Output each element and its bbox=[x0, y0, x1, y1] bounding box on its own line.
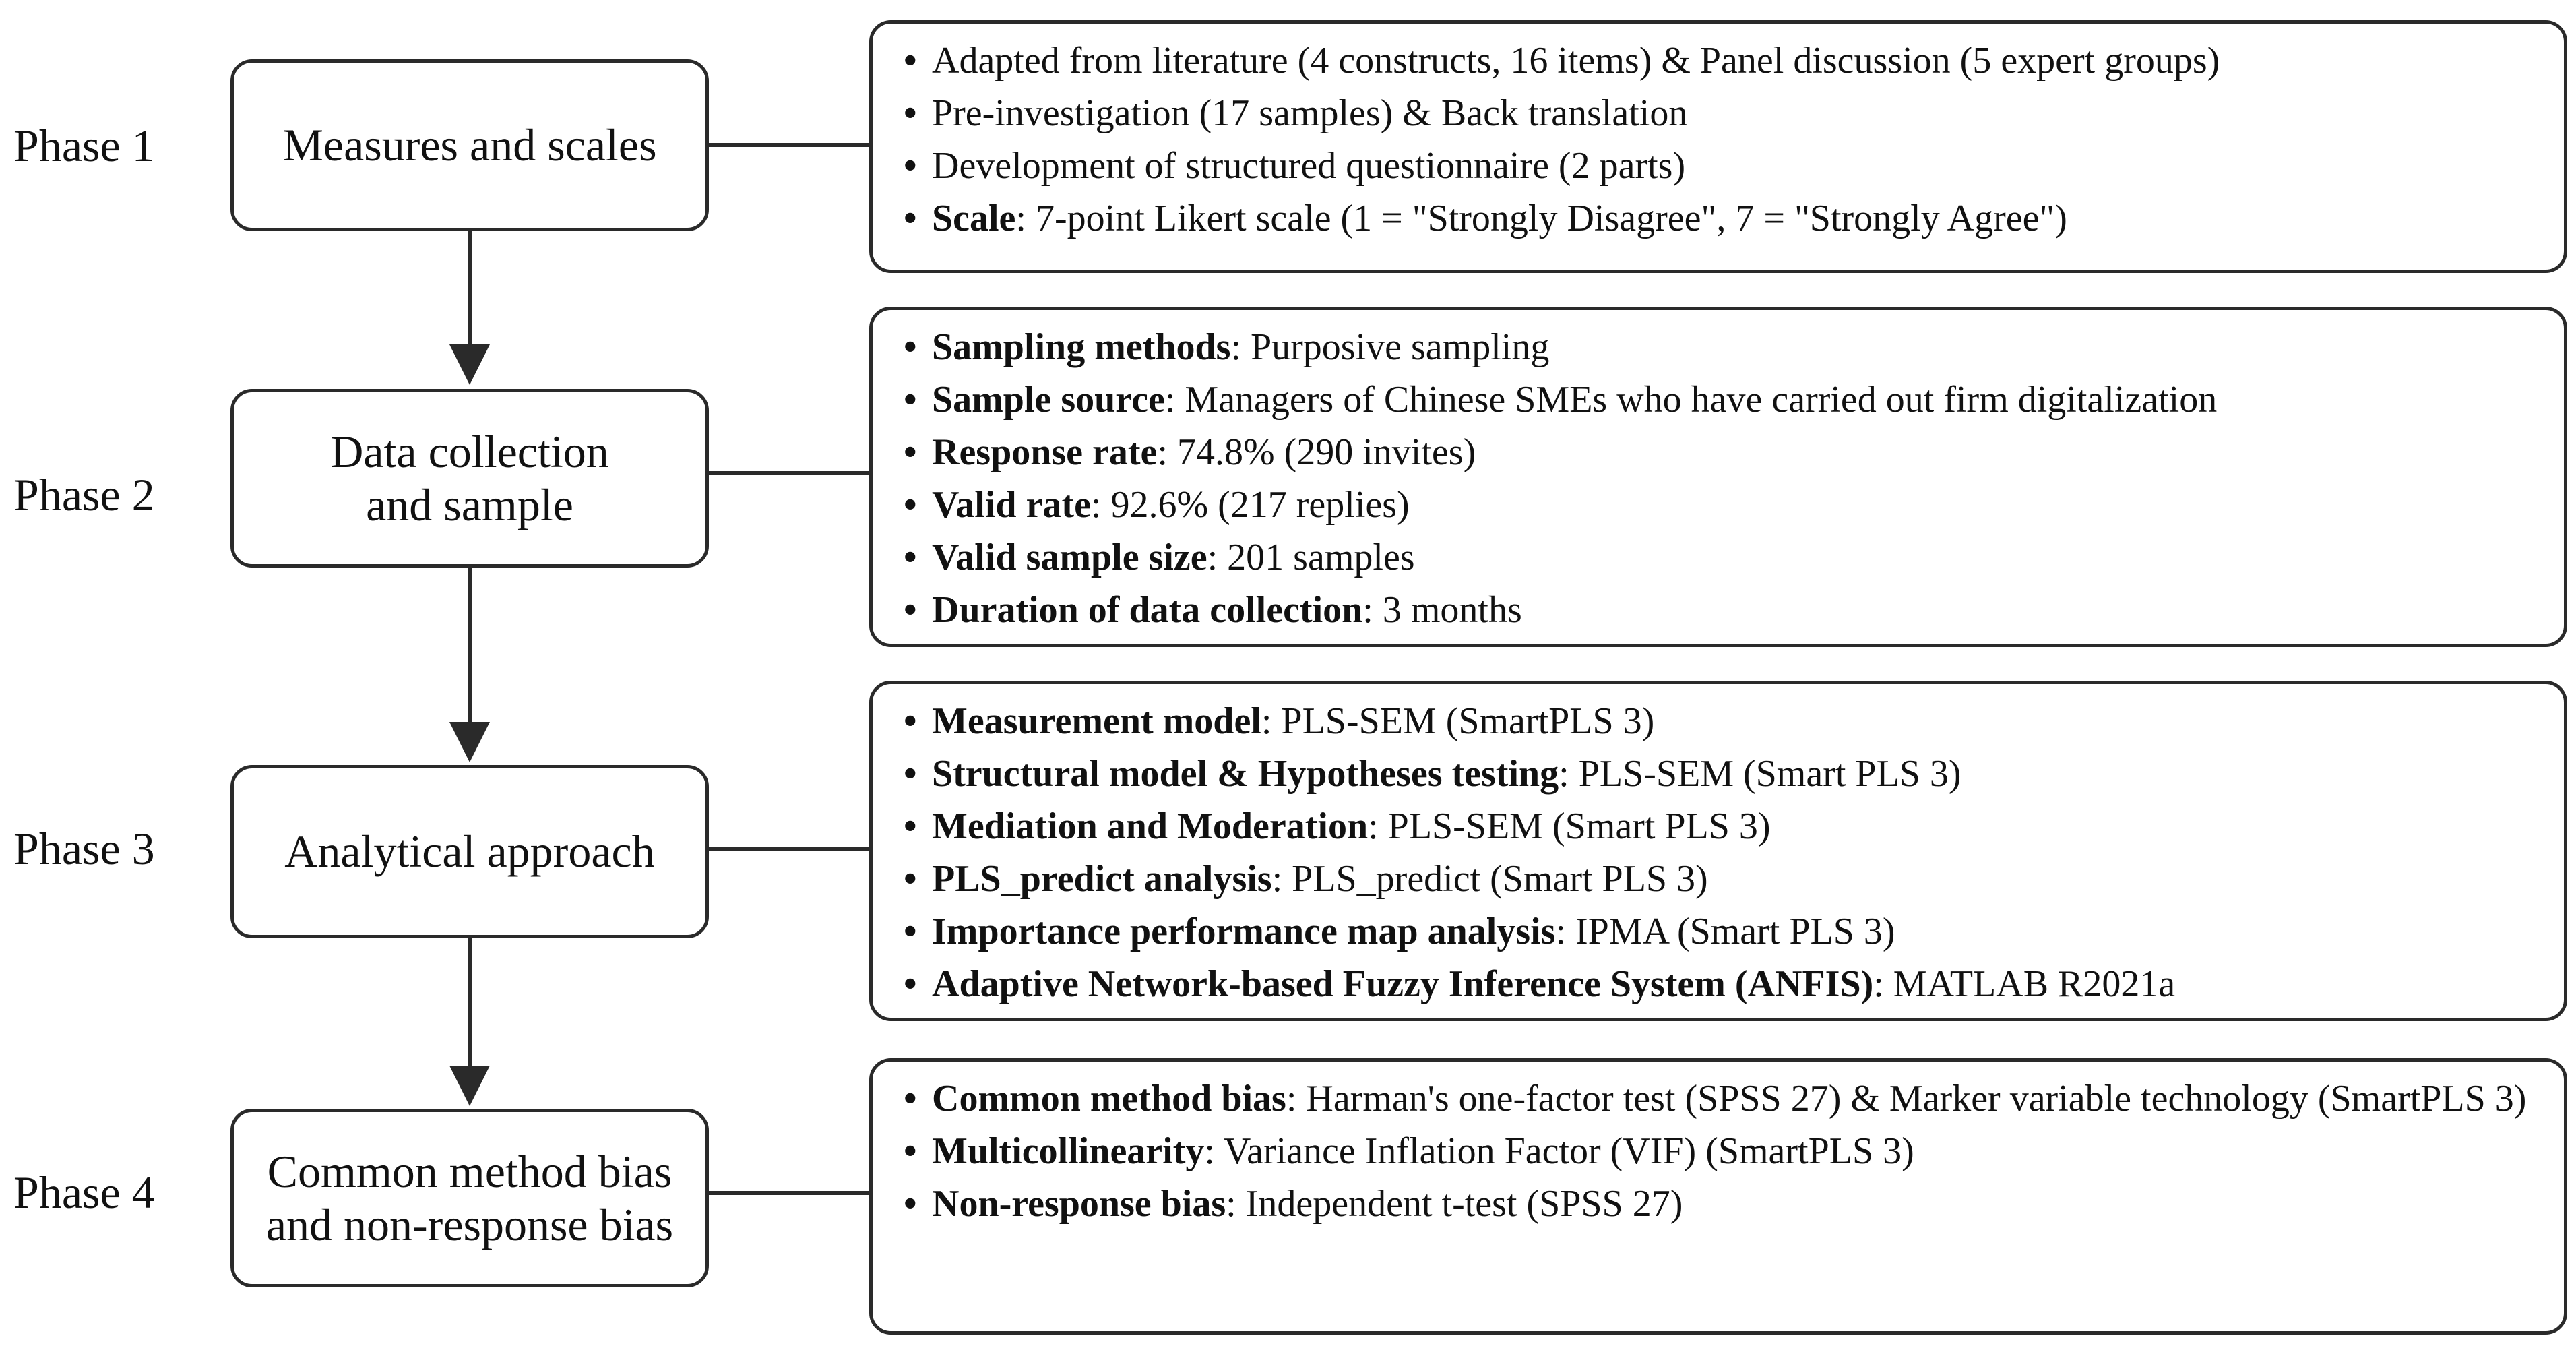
phase-2-detail-2-text: : Managers of Chinese SMEs who have carried out firm digitalization bbox=[1164, 379, 2218, 421]
phase-3-detail-3 bbox=[904, 800, 2537, 853]
phase-2-detail-2 bbox=[904, 373, 2537, 426]
phase-2-detail-3-bold: Response rate bbox=[932, 431, 1158, 473]
phase-4-detail-list bbox=[904, 1072, 2537, 1230]
phase-1-label: Phase 1 bbox=[13, 120, 155, 171]
phase-3-detail-6-bold: Adaptive Network-based Fuzzy Inference System (ANFIS) bbox=[932, 963, 1874, 1005]
phase-4-detail-3-bold: Non-response bias bbox=[932, 1183, 1226, 1225]
phase-3-detail-4-bold: PLS_predict analysis bbox=[932, 858, 1272, 900]
phase-1-detail-3 bbox=[904, 140, 2537, 192]
phase-2-detail-5-bold: Valid sample size bbox=[932, 537, 1207, 578]
phase-1-box: Measures and scales bbox=[230, 59, 709, 231]
phase-3-detail-3-text: : PLS-SEM (Smart PLS 3) bbox=[1368, 805, 1771, 847]
phase-2-detail-3 bbox=[904, 426, 2537, 479]
phase-2-label: Phase 2 bbox=[13, 469, 155, 520]
phase-2-box: Data collection and sample bbox=[230, 389, 709, 568]
phase-2-detail-5 bbox=[904, 531, 2537, 584]
phase-3-detail-4 bbox=[904, 853, 2537, 905]
phase-3-detail-5-text: : IPMA (Smart PLS 3) bbox=[1555, 911, 1895, 952]
phase-4-box: Common method bias and non-response bias bbox=[230, 1109, 709, 1287]
phase-3-detail-2-text: : PLS-SEM (Smart PLS 3) bbox=[1559, 753, 1961, 795]
phase-4-detail-3 bbox=[904, 1177, 2537, 1230]
phase-1-detail-4-bold: Scale bbox=[932, 197, 1016, 239]
phase-2-detail-4-text: : 92.6% (217 replies) bbox=[1090, 484, 1410, 526]
phase-3-detail-1-bold: Measurement model bbox=[932, 700, 1261, 742]
phase-4-detail-2-text: : Variance Inflation Factor (VIF) (SmartPLS 3) bbox=[1204, 1130, 1914, 1172]
phase-1-detail-4 bbox=[904, 192, 2537, 245]
phase-2-detail-6 bbox=[904, 584, 2537, 636]
phase-3-detail-5 bbox=[904, 905, 2537, 958]
phase-2-detail-5-text: : 201 samples bbox=[1207, 537, 1415, 578]
phase-3-detail-1-text: : PLS-SEM (SmartPLS 3) bbox=[1261, 700, 1655, 742]
phase-4-detail-2-bold: Multicollinearity bbox=[932, 1130, 1205, 1172]
phase-2-detail-4 bbox=[904, 479, 2537, 531]
phase-2-detail-1-bold: Sampling methods bbox=[932, 326, 1231, 368]
phase-2-detail-4-bold: Valid rate bbox=[932, 484, 1091, 526]
phase-4-detail-1-text: : Harman's one-factor test (SPSS 27) & Marker variable technology (SmartPLS 3) bbox=[1286, 1078, 2527, 1120]
phase-2-details bbox=[869, 307, 2567, 647]
phase-2-detail-2-bold: Sample source bbox=[932, 379, 1165, 421]
phase-3-detail-2-bold: Structural model & Hypotheses testing bbox=[932, 753, 1559, 795]
phase-3-detail-3-bold: Mediation and Moderation bbox=[932, 805, 1369, 847]
phase-1-detail-list bbox=[904, 34, 2537, 245]
phase-3-details bbox=[869, 681, 2567, 1021]
phase-3-detail-6 bbox=[904, 958, 2537, 1010]
phase-1-detail-4-text: : 7-point Likert scale (1 = "Strongly Disagree", 7 = "Strongly Agree") bbox=[1015, 197, 2067, 239]
phase-3-detail-6-text: : MATLAB R2021a bbox=[1873, 963, 2176, 1005]
phase-4-detail-2 bbox=[904, 1125, 2537, 1177]
phase-4-detail-3-text: : Independent t-test (SPSS 27) bbox=[1226, 1183, 1683, 1225]
phase-1-detail-1-text: Adapted from literature (4 constructs, 16 items) & Panel discussion (5 expert groups) bbox=[932, 40, 2220, 82]
phase-4-label: Phase 4 bbox=[13, 1167, 155, 1218]
phase-3-detail-1 bbox=[904, 695, 2537, 747]
phase-2-detail-6-text: : 3 months bbox=[1362, 589, 1522, 631]
phase-3-box: Analytical approach bbox=[230, 765, 709, 938]
phase-3-detail-2 bbox=[904, 747, 2537, 800]
phase-1-detail-1 bbox=[904, 34, 2537, 87]
phase-1-detail-2 bbox=[904, 87, 2537, 140]
phase-3-detail-5-bold: Importance performance map analysis bbox=[932, 911, 1556, 952]
phase-1-detail-3-text: Development of structured questionnaire (2 parts) bbox=[932, 145, 1686, 187]
phase-4-details bbox=[869, 1058, 2567, 1335]
phase-1-details bbox=[869, 20, 2567, 273]
phase-4-detail-1 bbox=[904, 1072, 2537, 1125]
phase-3-label: Phase 3 bbox=[13, 823, 155, 874]
phase-2-detail-list bbox=[904, 321, 2537, 636]
phase-2-detail-1-text: : Purposive sampling bbox=[1230, 326, 1550, 368]
phase-4-detail-1-bold: Common method bias bbox=[932, 1078, 1286, 1120]
phase-3-detail-4-text: : PLS_predict (Smart PLS 3) bbox=[1271, 858, 1708, 900]
phase-2-detail-3-text: : 74.8% (290 invites) bbox=[1157, 431, 1476, 473]
phase-1-detail-2-text: Pre-investigation (17 samples) & Back translation bbox=[932, 92, 1688, 134]
phase-3-detail-list bbox=[904, 695, 2537, 1010]
phase-2-detail-6-bold: Duration of data collection bbox=[932, 589, 1363, 631]
phase-2-detail-1 bbox=[904, 321, 2537, 373]
